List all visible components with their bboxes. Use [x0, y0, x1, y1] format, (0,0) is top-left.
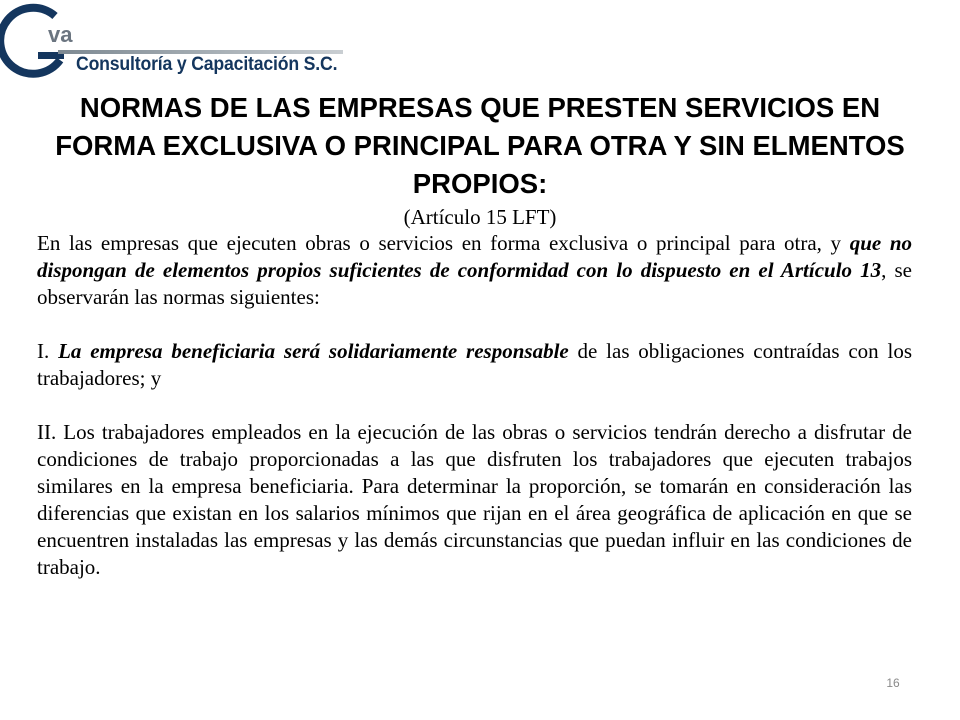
rule-one-paragraph	[37, 338, 912, 392]
intro-text-end: , se observarán las normas siguientes:	[37, 258, 912, 309]
intro-paragraph	[37, 230, 912, 311]
slide-number: 16	[886, 676, 900, 690]
rule-two-paragraph: II. Los trabajadores empleados en la ejecución de las obras o servicios tendrán derecho a disfrutar de condiciones de trabajo proporcionadas a las que disfruten los trabajadores que ejecuten trabajos similares en la empresa beneficiaria. Para determinar la proporción, se tomarán en consideración las diferencias que existan en los salarios mínimos que rijan en el área geográfica de aplicación en que se encuentren instaladas las empresas y las demás circunstancias que puedan influir en las condiciones de trabajo.	[37, 420, 912, 579]
logo-company-name: Consultoría y Capacitación S.C.	[76, 54, 338, 75]
intro-text: En las empresas que ejecuten obras o servicios en forma exclusiva o principal para otra, y	[37, 231, 850, 255]
slide-body	[37, 230, 912, 581]
rule-one-text: de las obligaciones contraídas con los trabajadores; y	[37, 339, 912, 390]
intro-emphasis: que no dispongan de elementos propios suficientes de conformidad con lo dispuesto en el Artículo 13	[37, 231, 912, 282]
logo-letters: va	[48, 22, 73, 47]
rule-one-emphasis: La empresa beneficiaria será solidariamente responsable	[58, 339, 569, 363]
slide-title: NORMAS DE LAS EMPRESAS QUE PRESTEN SERVICIOS EN FORMA EXCLUSIVA O PRINCIPAL PARA OTRA Y SIN ELMENTOS PROPIOS:	[55, 92, 905, 199]
rule-one-number: I.	[37, 339, 59, 363]
company-logo	[0, 0, 351, 88]
article-reference: (Artículo 15 LFT)	[403, 205, 557, 229]
